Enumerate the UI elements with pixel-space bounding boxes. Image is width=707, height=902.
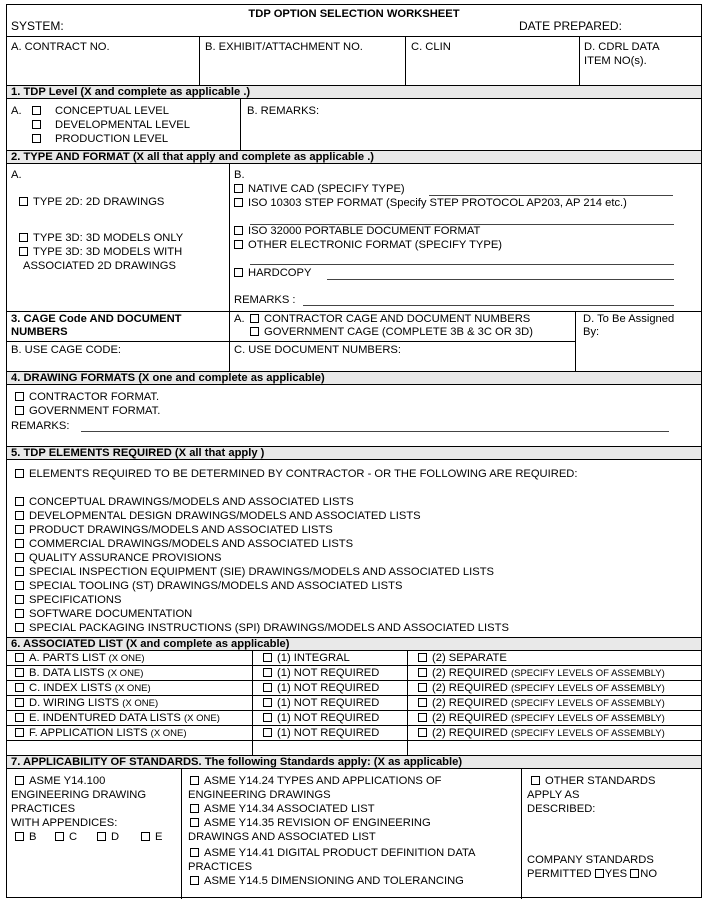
application-lists-not-required[interactable]: (1) NOT REQUIRED [263, 726, 379, 740]
contract-no-field[interactable]: A. CONTRACT NO. [11, 41, 110, 53]
checkbox[interactable] [234, 240, 243, 249]
section-6-title: 6. ASSOCIATED LIST (X and complete as applicable) [11, 638, 290, 650]
checkbox[interactable] [15, 668, 24, 677]
checkbox[interactable] [263, 683, 272, 692]
checkbox[interactable] [97, 832, 106, 841]
checkbox[interactable] [15, 653, 24, 662]
hardcopy-line[interactable] [327, 279, 674, 280]
divider [199, 36, 200, 86]
element-item[interactable]: SPECIAL INSPECTION EQUIPMENT (SIE) DRAWINGS/MODELS AND ASSOCIATED LISTS [15, 565, 494, 579]
to-be-assigned-field[interactable]: D. To Be Assigned [583, 313, 675, 325]
date-prepared-label: DATE PREPARED: [519, 19, 622, 33]
checkbox[interactable] [15, 609, 24, 618]
clin-field[interactable]: C. CLIN [411, 41, 451, 53]
checkbox[interactable] [190, 804, 199, 813]
to-be-assigned-by: By: [583, 326, 600, 338]
indentured-data-lists-required[interactable]: (2) REQUIRED (SPECIFY LEVELS OF ASSEMBLY) [418, 711, 665, 725]
checkbox[interactable] [234, 226, 243, 235]
cdrl-field-line2: ITEM NO(s). [584, 55, 647, 67]
divider [579, 36, 580, 86]
divider [229, 163, 230, 312]
checkbox[interactable] [141, 832, 150, 841]
checkbox[interactable] [250, 314, 259, 323]
divider [575, 311, 576, 371]
other-standards-line2: APPLY AS [527, 789, 580, 801]
hardcopy-option[interactable]: HARDCOPY [234, 266, 311, 280]
data-lists-not-required[interactable]: (1) NOT REQUIRED [263, 666, 379, 680]
type-3d-models-only-option[interactable]: TYPE 3D: 3D MODELS ONLY [19, 231, 183, 245]
government-cage-option[interactable]: GOVERNMENT CAGE (COMPLETE 3B & 3C OR 3D) [250, 325, 533, 339]
section-3-title-line2: NUMBERS [11, 326, 68, 338]
application-lists-required[interactable]: (2) REQUIRED (SPECIFY LEVELS OF ASSEMBLY) [418, 726, 665, 740]
element-item[interactable]: SPECIAL TOOLING (ST) DRAWINGS/MODELS AND ASSOCIATED LISTS [15, 579, 402, 593]
no-checkbox[interactable] [630, 869, 639, 878]
contractor-format-option[interactable]: CONTRACTOR FORMAT. [15, 390, 159, 404]
form-title: TDP OPTION SELECTION WORKSHEET [248, 8, 460, 20]
element-item[interactable]: CONCEPTUAL DRAWINGS/MODELS AND ASSOCIATED LISTS [15, 495, 354, 509]
checkbox[interactable] [263, 728, 272, 737]
checkbox[interactable] [418, 653, 427, 662]
data-lists-option[interactable]: B. DATA LISTS (X ONE) [15, 666, 143, 680]
other-standards-option[interactable]: OTHER STANDARDS [531, 774, 655, 788]
checkbox[interactable] [15, 776, 24, 785]
checkbox[interactable] [418, 698, 427, 707]
s4-remarks-line[interactable] [81, 431, 669, 432]
other-electronic-line[interactable] [250, 264, 674, 265]
checkbox[interactable] [15, 832, 24, 841]
divider [240, 98, 241, 151]
checkbox[interactable] [15, 728, 24, 737]
tdp-level-developmental[interactable]: DEVELOPMENTAL LEVEL [32, 118, 190, 132]
cdrl-field-line1[interactable]: D. CDRL DATA [584, 41, 660, 53]
parts-list-option[interactable]: A. PARTS LIST (X ONE) [15, 651, 144, 665]
index-lists-required[interactable]: (2) REQUIRED (SPECIFY LEVELS OF ASSEMBLY) [418, 681, 665, 695]
y14-100-line4: WITH APPENDICES: [11, 817, 118, 829]
checkbox[interactable] [15, 683, 24, 692]
checkbox[interactable] [19, 233, 28, 242]
index-lists-not-required[interactable]: (1) NOT REQUIRED [263, 681, 379, 695]
y14-100-line3: PRACTICES [11, 803, 76, 815]
element-item[interactable]: SOFTWARE DOCUMENTATION [15, 607, 192, 621]
type-3d-models-with-option[interactable]: TYPE 3D: 3D MODELS WITH [19, 245, 182, 259]
checkbox[interactable] [15, 539, 24, 548]
appendix-c-option[interactable]: C [55, 830, 77, 844]
checkbox[interactable] [250, 327, 259, 336]
checkbox[interactable] [55, 832, 64, 841]
company-standards-label: COMPANY STANDARDS [527, 854, 654, 866]
checkbox[interactable] [15, 406, 24, 415]
parts-list-integral-option[interactable]: (1) INTEGRAL [263, 651, 350, 665]
section-3-title-line1: 3. CAGE Code AND DOCUMENT [11, 313, 182, 325]
tdp-level-production[interactable]: PRODUCTION LEVEL [32, 132, 168, 146]
section-5-title: 5. TDP ELEMENTS REQUIRED (X all that apply ) [11, 447, 265, 459]
element-item[interactable]: COMMERCIAL DRAWINGS/MODELS AND ASSOCIATED LISTS [15, 537, 353, 551]
element-item[interactable]: PRODUCT DRAWINGS/MODELS AND ASSOCIATED LISTS [15, 523, 333, 537]
iso-10303-option[interactable]: ISO 10303 STEP FORMAT (Specify STEP PROTOCOL AP203, AP 214 etc.) [234, 196, 627, 210]
element-item[interactable]: SPECIFICATIONS [15, 593, 121, 607]
use-document-numbers-field[interactable]: C. USE DOCUMENT NUMBERS: [234, 344, 401, 356]
y14-100-line2: ENGINEERING DRAWING [11, 789, 147, 801]
checkbox[interactable] [418, 728, 427, 737]
wiring-lists-not-required[interactable]: (1) NOT REQUIRED [263, 696, 379, 710]
checkbox[interactable] [234, 184, 243, 193]
indentured-data-lists-option[interactable]: E. INDENTURED DATA LISTS (X ONE) [15, 711, 220, 725]
government-format-option[interactable]: GOVERNMENT FORMAT. [15, 404, 160, 418]
s2-remarks-label: REMARKS : [234, 294, 296, 306]
asme-y14-41-option[interactable]: ASME Y14.41 DIGITAL PRODUCT DEFINITION DATA [190, 846, 475, 860]
company-standards-permitted: PERMITTED YES NO [527, 868, 658, 880]
checkbox[interactable] [234, 198, 243, 207]
parts-list-separate-option[interactable]: (2) SEPARATE [418, 651, 507, 665]
checkbox[interactable] [19, 247, 28, 256]
checkbox[interactable] [190, 818, 199, 827]
section-2-title: 2. TYPE AND FORMAT (X all that apply and complete as applicable .) [11, 151, 375, 163]
yes-checkbox[interactable] [595, 869, 604, 878]
checkbox[interactable] [15, 469, 24, 478]
checkbox[interactable] [263, 668, 272, 677]
element-item[interactable]: SPECIAL PACKAGING INSTRUCTIONS (SPI) DRAWINGS/MODELS AND ASSOCIATED LISTS [15, 621, 509, 635]
checkbox[interactable] [190, 776, 199, 785]
checkbox[interactable] [15, 392, 24, 401]
checkbox[interactable] [15, 698, 24, 707]
divider [7, 341, 575, 342]
checkbox[interactable] [32, 134, 41, 143]
other-standards-line3: DESCRIBED: [527, 803, 596, 815]
appendix-d-option[interactable]: D [97, 830, 119, 844]
s2-a-label: A. [11, 169, 22, 181]
checkbox[interactable] [15, 511, 24, 520]
appendix-e-option[interactable]: E [141, 830, 162, 844]
checkbox[interactable] [19, 197, 28, 206]
checkbox[interactable] [531, 776, 540, 785]
indentured-data-lists-not-required[interactable]: (1) NOT REQUIRED [263, 711, 379, 725]
element-item[interactable]: DEVELOPMENTAL DESIGN DRAWINGS/MODELS AND ASSOCIATED LISTS [15, 509, 421, 523]
checkbox[interactable] [263, 653, 272, 662]
checkbox[interactable] [15, 553, 24, 562]
application-lists-option[interactable]: F. APPLICATION LISTS (X ONE) [15, 726, 187, 740]
s2-remarks-line[interactable] [303, 305, 674, 306]
checkbox[interactable] [418, 668, 427, 677]
checkbox[interactable] [263, 713, 272, 722]
checkbox[interactable] [15, 595, 24, 604]
checkbox[interactable] [234, 268, 243, 277]
checkbox[interactable] [418, 713, 427, 722]
checkbox[interactable] [15, 623, 24, 632]
s3-a-label: A. [234, 313, 245, 325]
checkbox[interactable] [32, 106, 41, 115]
index-lists-option[interactable]: C. INDEX LISTS (X ONE) [15, 681, 151, 695]
system-label: SYSTEM: [11, 19, 64, 33]
checkbox[interactable] [15, 525, 24, 534]
divider [405, 36, 406, 86]
wiring-lists-required[interactable]: (2) REQUIRED (SPECIFY LEVELS OF ASSEMBLY) [418, 696, 665, 710]
checkbox[interactable] [263, 698, 272, 707]
native-cad-option[interactable]: NATIVE CAD (SPECIFY TYPE) [234, 182, 405, 196]
checkbox[interactable] [15, 497, 24, 506]
divider [521, 768, 522, 899]
tdp-worksheet-form [6, 4, 702, 898]
asme-y14-35-option[interactable]: ASME Y14.35 REVISION OF ENGINEERING [190, 816, 431, 830]
exhibit-no-field[interactable]: B. EXHIBIT/ATTACHMENT NO. [205, 41, 363, 53]
asme-y14-24-option[interactable]: ASME Y14.24 TYPES AND APPLICATIONS OF [190, 774, 442, 788]
contractor-cage-option[interactable]: CONTRACTOR CAGE AND DOCUMENT NUMBERS [250, 312, 530, 326]
iso-32000-option[interactable]: ISO 32000 PORTABLE DOCUMENT FORMAT [234, 224, 480, 238]
checkbox[interactable] [190, 876, 199, 885]
checkbox[interactable] [15, 581, 24, 590]
section-4-title: 4. DRAWING FORMATS (X one and complete as applicable) [11, 372, 325, 384]
asme-y14-5-option[interactable]: ASME Y14.5 DIMENSIONING AND TOLERANCING [190, 874, 464, 888]
elements-by-contractor-option[interactable]: ELEMENTS REQUIRED TO BE DETERMINED BY CONTRACTOR - OR THE FOLLOWING ARE REQUIRED: [15, 467, 577, 481]
divider [7, 740, 701, 741]
y14-35-line2: DRAWINGS AND ASSOCIATED LIST [188, 831, 376, 843]
checkbox[interactable] [190, 848, 199, 857]
s4-remarks-label: REMARKS: [11, 420, 70, 432]
tdp-level-conceptual[interactable]: CONCEPTUAL LEVEL [32, 104, 169, 118]
other-electronic-option[interactable]: OTHER ELECTRONIC FORMAT (SPECIFY TYPE) [234, 238, 502, 252]
appendix-b-option[interactable]: B [15, 830, 36, 844]
checkbox[interactable] [15, 713, 24, 722]
y14-24-line2: ENGINEERING DRAWINGS [188, 789, 331, 801]
type-2d-option[interactable]: TYPE 2D: 2D DRAWINGS [19, 195, 164, 209]
s1-remarks-field[interactable]: B. REMARKS: [247, 105, 320, 117]
asme-y14-34-option[interactable]: ASME Y14.34 ASSOCIATED LIST [190, 802, 375, 816]
y14-41-line2: PRACTICES [188, 861, 253, 873]
data-lists-required[interactable]: (2) REQUIRED (SPECIFY LEVELS OF ASSEMBLY) [418, 666, 665, 680]
checkbox[interactable] [418, 683, 427, 692]
use-cage-code-field[interactable]: B. USE CAGE CODE: [11, 344, 122, 356]
s2-b-label: B. [234, 169, 245, 181]
section-7-title: 7. APPLICABILITY OF STANDARDS. The following Standards apply: (X as applicable) [11, 756, 463, 768]
divider [181, 768, 182, 899]
checkbox[interactable] [32, 120, 41, 129]
type-3d-continuation: ASSOCIATED 2D DRAWINGS [23, 260, 176, 272]
checkbox[interactable] [15, 567, 24, 576]
section-1-title: 1. TDP Level (X and complete as applicable .) [11, 86, 251, 98]
wiring-lists-option[interactable]: D. WIRING LISTS (X ONE) [15, 696, 158, 710]
divider [7, 36, 701, 37]
asme-y14-100-option[interactable]: ASME Y14.100 [15, 774, 105, 788]
element-item[interactable]: QUALITY ASSURANCE PROVISIONS [15, 551, 222, 565]
s1-a-label: A. [11, 105, 22, 117]
